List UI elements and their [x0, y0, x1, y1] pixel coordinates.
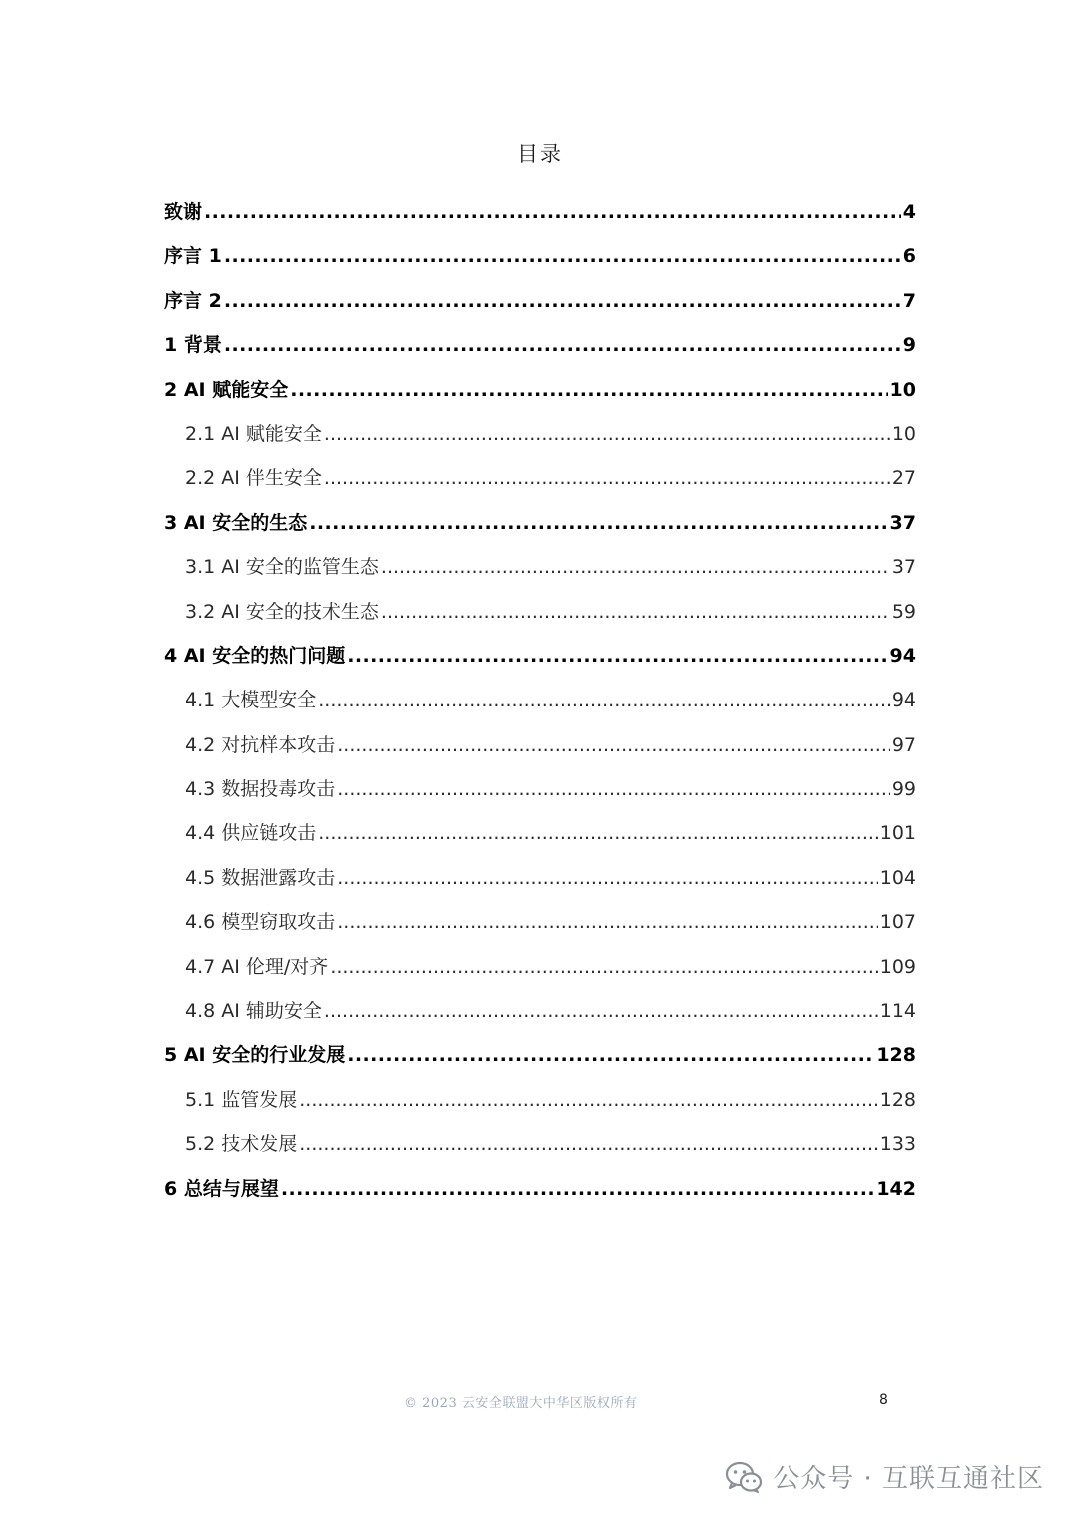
toc-entry-label: 6 总结与展望 — [164, 1177, 279, 1200]
watermark — [725, 1458, 1044, 1495]
toc-entry[interactable] — [164, 279, 916, 323]
toc-dot-leader — [337, 767, 890, 811]
toc-entry-page: 101 — [879, 822, 916, 845]
toc-entry-label: 3 AI 安全的生态 — [164, 511, 308, 534]
toc-entry[interactable] — [164, 234, 916, 278]
toc-dot-leader — [347, 634, 887, 678]
toc-dot-leader — [337, 723, 890, 767]
toc-dot-leader — [324, 456, 890, 500]
toc-entry[interactable] — [164, 190, 916, 234]
toc-dot-leader — [337, 900, 877, 944]
wechat-icon — [725, 1461, 763, 1493]
toc-entry-label: 5.2 技术发展 — [185, 1133, 298, 1156]
footer-copyright: © 2023 云安全联盟大中华区版权所有 — [404, 1396, 638, 1411]
toc-entry[interactable] — [164, 856, 916, 900]
toc-dot-leader — [324, 412, 890, 456]
toc-entry-label: 4.5 数据泄露攻击 — [185, 866, 336, 889]
toc-entry-page: 94 — [891, 689, 916, 712]
toc-dot-leader — [381, 545, 890, 589]
toc-dot-leader — [381, 590, 890, 634]
table-of-contents — [164, 190, 916, 1211]
toc-dot-leader — [299, 1122, 877, 1166]
toc-entry[interactable] — [164, 323, 916, 367]
toc-entry[interactable] — [164, 900, 916, 944]
toc-entry-label: 2.1 AI 赋能安全 — [185, 422, 322, 445]
toc-dot-leader — [330, 945, 877, 989]
toc-entry[interactable] — [164, 811, 916, 855]
toc-entry-page: 7 — [902, 289, 916, 312]
toc-entry-page: 128 — [876, 1044, 916, 1067]
toc-entry-label: 4.3 数据投毒攻击 — [185, 778, 336, 801]
toc-entry[interactable] — [164, 1122, 916, 1166]
watermark-text: 公众号 · 互联互通社区 — [773, 1464, 1044, 1494]
toc-entry-page: 4 — [902, 201, 916, 223]
toc-entry-label: 4.1 大模型安全 — [185, 689, 317, 712]
toc-entry[interactable] — [164, 590, 916, 634]
toc-entry-label: 4 AI 安全的热门问题 — [164, 644, 346, 667]
toc-entry-label: 2.2 AI 伴生安全 — [185, 467, 322, 490]
toc-entry[interactable] — [164, 945, 916, 989]
toc-entry-page: 10 — [891, 422, 916, 445]
toc-entry-label: 致谢 — [164, 201, 203, 223]
toc-entry-page: 109 — [879, 955, 916, 978]
toc-dot-leader — [290, 368, 887, 412]
toc-entry-label: 序言 2 — [164, 289, 222, 312]
toc-entry[interactable] — [164, 634, 916, 678]
toc-entry[interactable] — [164, 723, 916, 767]
toc-entry-label: 4.4 供应链攻击 — [185, 822, 317, 845]
toc-entry-page: 97 — [891, 733, 916, 756]
toc-entry-page: 9 — [902, 334, 916, 357]
toc-entry[interactable] — [164, 501, 916, 545]
toc-entry-page: 27 — [891, 467, 916, 490]
toc-dot-leader — [224, 279, 901, 323]
toc-dot-leader — [204, 190, 901, 234]
toc-entry-label: 5 AI 安全的行业发展 — [164, 1044, 346, 1067]
toc-entry-page: 142 — [876, 1177, 916, 1200]
toc-entry-page: 133 — [879, 1133, 916, 1156]
toc-entry[interactable] — [164, 456, 916, 500]
toc-entry-label: 1 背景 — [164, 334, 222, 357]
toc-dot-leader — [309, 501, 887, 545]
toc-entry[interactable] — [164, 767, 916, 811]
toc-dot-leader — [299, 1078, 877, 1122]
toc-entry[interactable] — [164, 368, 916, 412]
toc-entry[interactable] — [164, 989, 916, 1033]
toc-entry-label: 3.2 AI 安全的技术生态 — [185, 600, 379, 623]
toc-entry-label: 3.1 AI 安全的监管生态 — [185, 556, 379, 579]
toc-entry-page: 59 — [891, 600, 916, 623]
toc-entry-label: 4.8 AI 辅助安全 — [185, 1000, 322, 1023]
toc-entry-label: 2 AI 赋能安全 — [164, 378, 289, 401]
toc-entry-page: 6 — [902, 245, 916, 268]
toc-entry-label: 4.6 模型窃取攻击 — [185, 911, 336, 934]
toc-entry[interactable] — [164, 545, 916, 589]
toc-dot-leader — [224, 323, 901, 367]
toc-entry-page: 37 — [889, 511, 916, 534]
toc-dot-leader — [281, 1167, 874, 1211]
toc-dot-leader — [318, 811, 877, 855]
footer-page-number: 8 — [879, 1392, 888, 1408]
toc-entry[interactable] — [164, 1033, 916, 1077]
toc-dot-leader — [347, 1033, 874, 1077]
toc-entry-label: 4.7 AI 伦理/对齐 — [185, 955, 329, 978]
toc-entry-page: 107 — [879, 911, 916, 934]
toc-dot-leader — [324, 989, 878, 1033]
toc-entry-page: 37 — [891, 556, 916, 579]
toc-entry-page: 128 — [879, 1088, 916, 1111]
toc-entry[interactable] — [164, 412, 916, 456]
toc-entry-page: 99 — [891, 778, 916, 801]
toc-entry-label: 5.1 监管发展 — [185, 1088, 298, 1111]
toc-dot-leader — [224, 234, 901, 278]
toc-entry-page: 114 — [879, 1000, 916, 1023]
toc-entry-page: 94 — [889, 644, 916, 667]
toc-entry[interactable] — [164, 678, 916, 722]
toc-entry-page: 104 — [879, 866, 916, 889]
toc-dot-leader — [318, 678, 890, 722]
toc-entry[interactable] — [164, 1078, 916, 1122]
page-title: 目录 — [517, 142, 563, 166]
toc-entry[interactable] — [164, 1167, 916, 1211]
toc-dot-leader — [337, 856, 877, 900]
toc-entry-label: 4.2 对抗样本攻击 — [185, 733, 336, 756]
toc-entry-label: 序言 1 — [164, 245, 222, 268]
toc-entry-page: 10 — [889, 378, 916, 401]
